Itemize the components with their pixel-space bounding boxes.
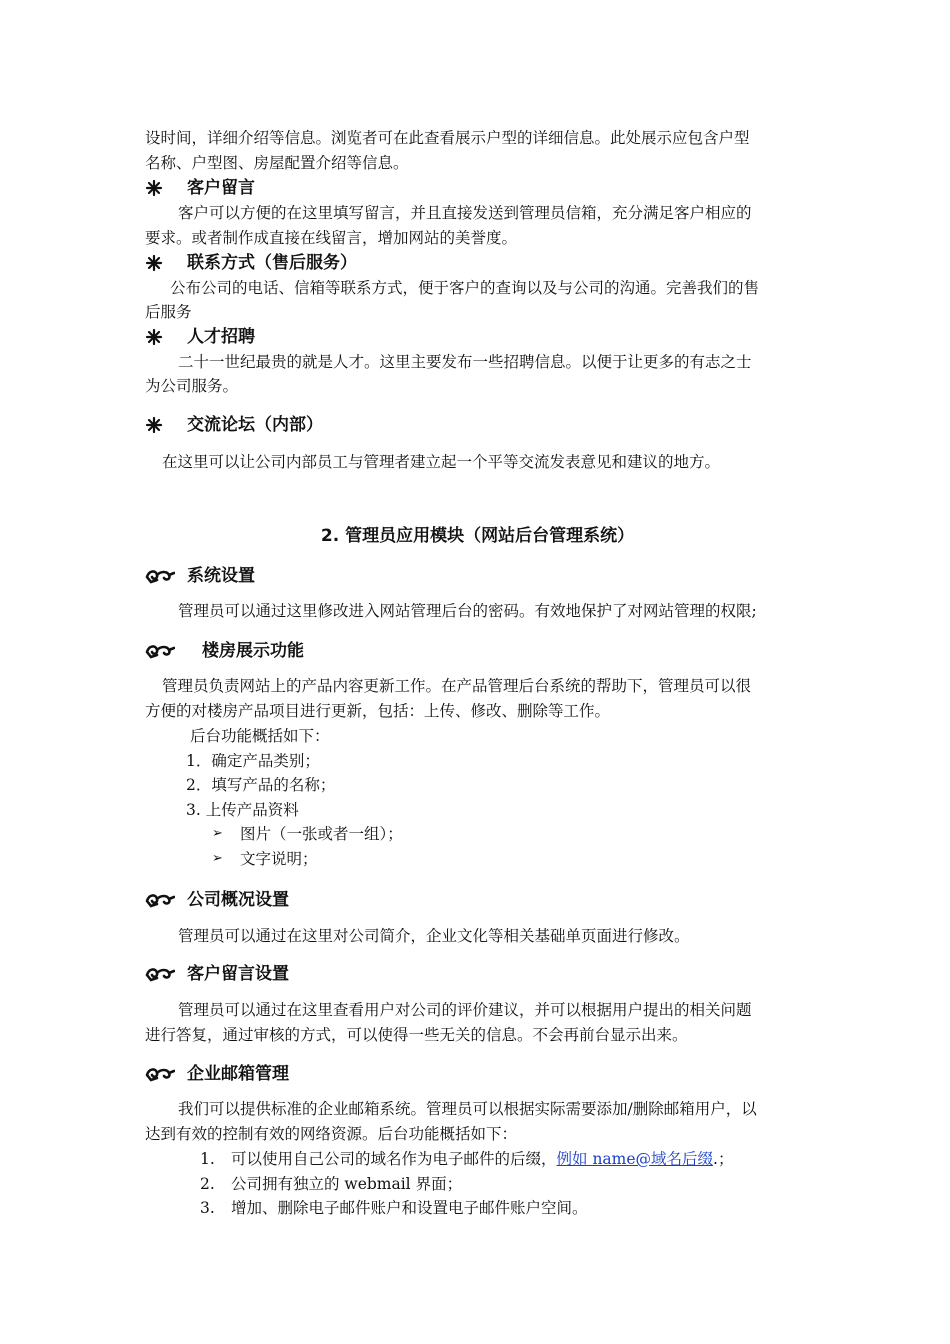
heading-label: 公司概况设置 [187, 890, 289, 910]
paragraph-line: 管理员可以通过这里修改进入网站管理后台的密码。有效地保护了对网站管理的权限; [178, 602, 757, 620]
list-item-text: .； [713, 1150, 734, 1168]
arrow-bullet-icon: ➢ [212, 851, 223, 866]
list-number: 3. [200, 1199, 215, 1217]
list-item: 2．填写产品的名称； [186, 776, 336, 794]
scroll-ornament-icon [145, 1066, 175, 1082]
list-item: 公司拥有独立的 webmail 界面； [231, 1175, 463, 1193]
list-item: 1．确定产品类别； [186, 752, 320, 770]
heading-label: 系统设置 [187, 566, 255, 586]
list-subitem: 文字说明； [240, 850, 318, 868]
list-number: 1. [200, 1150, 215, 1168]
heading-label: 企业邮箱管理 [187, 1064, 289, 1084]
star-bullet-icon [145, 176, 163, 200]
scroll-ornament-icon [145, 892, 175, 908]
section-title: 2. 管理员应用模块（网站后台管理系统） [320, 526, 635, 546]
paragraph-line: 我们可以提供标准的企业邮箱系统。管理员可以根据实际需要添加/删除邮箱用户，以 [178, 1100, 757, 1118]
paragraph-line: 达到有效的控制有效的网络资源。后台功能概括如下： [145, 1125, 518, 1143]
list-item: 增加、删除电子邮件账户和设置电子邮件账户空间。 [231, 1199, 588, 1217]
paragraph-line: 管理员可以通过在这里对公司简介，企业文化等相关基础单页面进行修改。 [178, 927, 690, 945]
paragraph-line: 为公司服务。 [145, 377, 239, 395]
star-bullet-icon [145, 325, 163, 349]
paragraph-line: 在这里可以让公司内部员工与管理者建立起一个平等交流发表意见和建议的地方。 [162, 453, 721, 471]
paragraph-line: 二十一世纪最贵的就是人才。这里主要发布一些招聘信息。以便于让更多的有志之士 [178, 353, 752, 371]
paragraph-line: 管理员可以通过在这里查看用户对公司的评价建议，并可以根据用户提出的相关问题 [178, 1001, 752, 1019]
list-item-text: 可以使用自己公司的域名作为电子邮件的后缀， [231, 1150, 557, 1168]
paragraph-line: 进行答复，通过审核的方式，可以使得一些无关的信息。不会再前台显示出来。 [145, 1026, 688, 1044]
paragraph-line: 要求。或者制作成直接在线留言，增加网站的美誉度。 [145, 229, 518, 247]
star-bullet-icon [145, 251, 163, 275]
scroll-ornament-icon [145, 643, 175, 659]
heading-label: 楼房展示功能 [202, 641, 304, 661]
list-item [231, 1147, 733, 1171]
paragraph-line: 方便的对楼房产品项目进行更新，包括：上传、修改、删除等工作。 [145, 702, 611, 720]
list-subitem: 图片（一张或者一组）； [240, 825, 403, 843]
heading-label: 联系方式（售后服务） [187, 253, 357, 273]
list-item: 3. 上传产品资料 [186, 801, 299, 819]
paragraph-line: 公布公司的电话、信箱等联系方式，便于客户的查询以及与公司的沟通。完善我们的售 [170, 279, 760, 297]
intro-line-2: 名称、户型图、房屋配置介绍等信息。 [145, 154, 409, 172]
arrow-bullet-icon: ➢ [212, 826, 223, 841]
paragraph-line: 后台功能概括如下： [190, 727, 330, 745]
star-bullet-icon [145, 413, 163, 437]
heading-label: 客户留言设置 [187, 964, 289, 984]
scroll-ornament-icon [145, 966, 175, 982]
email-example-link[interactable]: 例如 name@域名后缀 [556, 1150, 714, 1168]
scroll-ornament-icon [145, 568, 175, 584]
paragraph-line: 后服务 [145, 303, 192, 321]
paragraph-line: 管理员负责网站上的产品内容更新工作。在产品管理后台系统的帮助下，管理员可以很 [162, 677, 752, 695]
intro-line-1: 设时间，详细介绍等信息。浏览者可在此查看展示户型的详细信息。此处展示应包含户型 [145, 129, 750, 147]
paragraph-line: 客户可以方便的在这里填写留言，并且直接发送到管理员信箱，充分满足客户相应的 [178, 204, 752, 222]
heading-label: 客户留言 [187, 178, 255, 198]
heading-label: 交流论坛（内部） [187, 415, 323, 435]
heading-label: 人才招聘 [187, 327, 255, 347]
list-number: 2. [200, 1175, 215, 1193]
